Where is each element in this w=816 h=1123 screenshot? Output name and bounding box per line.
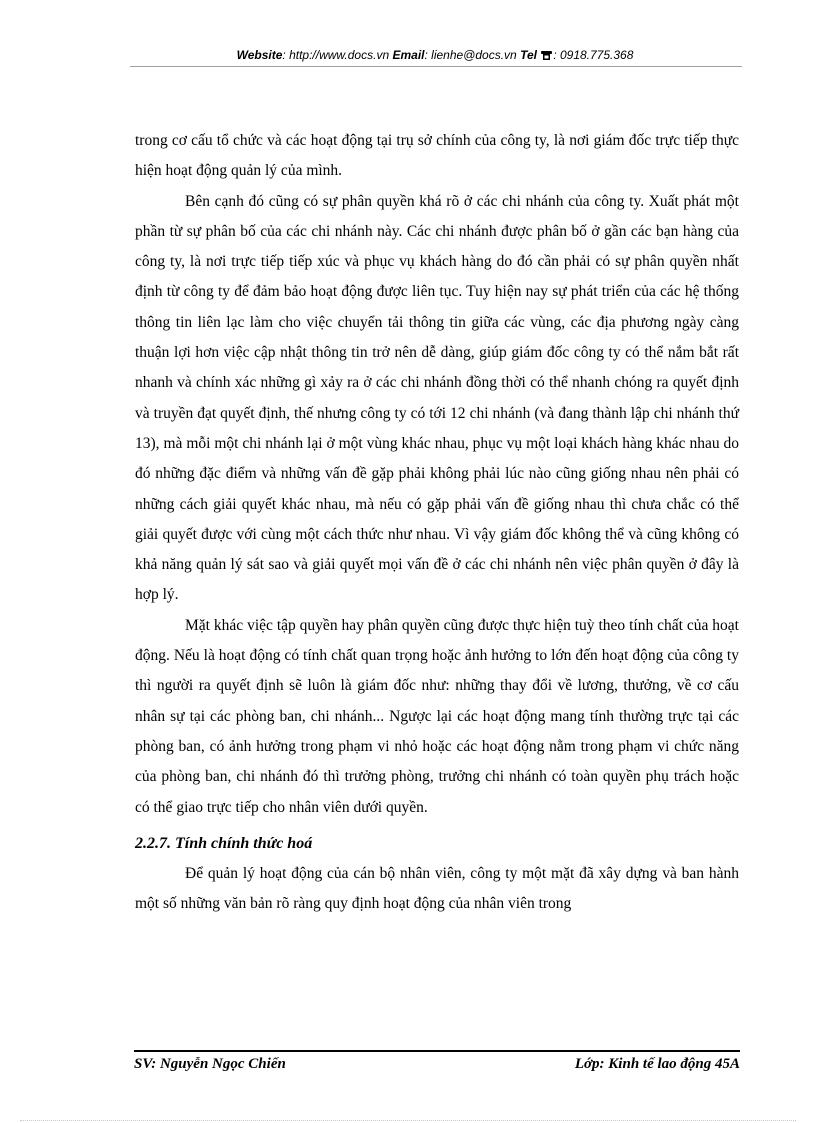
header-divider [130,66,742,67]
footer-divider [134,1050,740,1052]
tel-label: Tel [520,48,537,62]
email-label: Email [392,48,425,62]
website-label: Website [236,48,283,62]
paragraph-1: trong cơ cấu tổ chức và các hoạt động tại trụ sở chính của công ty, là nơi giám đốc trực tiếp thực hiện hoạt động quản lý của mình. [135,132,739,180]
footer-class: Lớp: Kinh tế lao động 45A [574,1056,740,1072]
paragraph-3: Mặt khác việc tập quyền hay phân quyền cũng được thực hiện tuỳ theo tính chất của hoạt động. Nếu là hoạt động có tính chất quan trọng hoặc ảnh hưởng to lớn đến hoạt động của công ty thì người ra quyết định sẽ luôn là giám đốc như: những thay đổi về lương, thưởng, về cơ cấu nhân sự tại các phòng ban, chi nhánh... Ngược lại các hoạt động mang tính thường trực tại các phòng ban, có ảnh hưởng trong phạm vi nhỏ hoặc các hoạt động nằm trong phạm vi chức năng của phòng ban, chi nhánh đó thì trưởng phòng, trưởng chi nhánh có toàn quyền phụ trách hoặc có thể giao trực tiếp cho nhân viên dưới quyền. [135,616,739,816]
telephone-icon [541,51,552,60]
website-value: : http://www.docs.vn [282,48,390,62]
footer-student: SV: Nguyễn Ngọc Chiến [134,1056,286,1072]
section-heading: 2.2.7. Tính chính thức hoá [135,834,313,852]
tel-value: : 0918.775.368 [553,48,634,62]
page-edge [20,1120,796,1121]
page-header [130,48,740,62]
paragraph-4: Để quản lý hoạt động của cán bộ nhân viên, công ty một mặt đã xây dựng và ban hành một số những văn bản rõ ràng quy định hoạt động của nhân viên trong [135,864,739,913]
email-value: : lienhe@docs.vn [424,48,517,62]
document-body [135,126,739,919]
paragraph-2: Bên cạnh đó cũng có sự phân quyền khá rõ ở các chi nhánh của công ty. Xuất phát một phần từ sự phân bố của các chi nhánh này. Các chi nhánh được phân bố ở gần các bạn hàng của công ty, là nơi trực tiếp tiếp xúc và phục vụ khách hàng do đó cần phải có sự phân quyền nhất định từ công ty để đảm bảo hoạt động được liên tục. Tuy hiện nay sự phát triển của các hệ thống thông tin liên lạc làm cho việc chuyển tải thông tin giữa các vùng, các địa phương ngày càng thuận lợi hơn việc cập nhật thông tin trở nên dễ dàng, giúp giám đốc công ty có thể nắm bắt rất nhanh và chính xác những gì xảy ra ở các chi nhánh đồng thời có thể nhanh chóng ra quyết định và truyền đạt quyết định, thế nhưng công ty có tới 12 chi nhánh (và đang thành lập chi nhánh thứ 13), mà mỗi một chi nhánh lại ở một vùng khác nhau, phục vụ một loại khách hàng khác nhau do đó những đặc điểm và những vấn đề gặp phải không phải lúc nào cũng giống nhau nên phải có những cách giải quyết khác nhau, mà nếu có gặp phải vấn đề giống nhau thì chưa chắc có thể giải quyết được với cùng một cách thức như nhau. Vì vậy giám đốc không thể và cũng không có khả năng quản lý sát sao và giải quyết mọi vấn đề ở các chi nhánh nên việc phân quyền ở đây là hợp lý. [135,192,739,604]
